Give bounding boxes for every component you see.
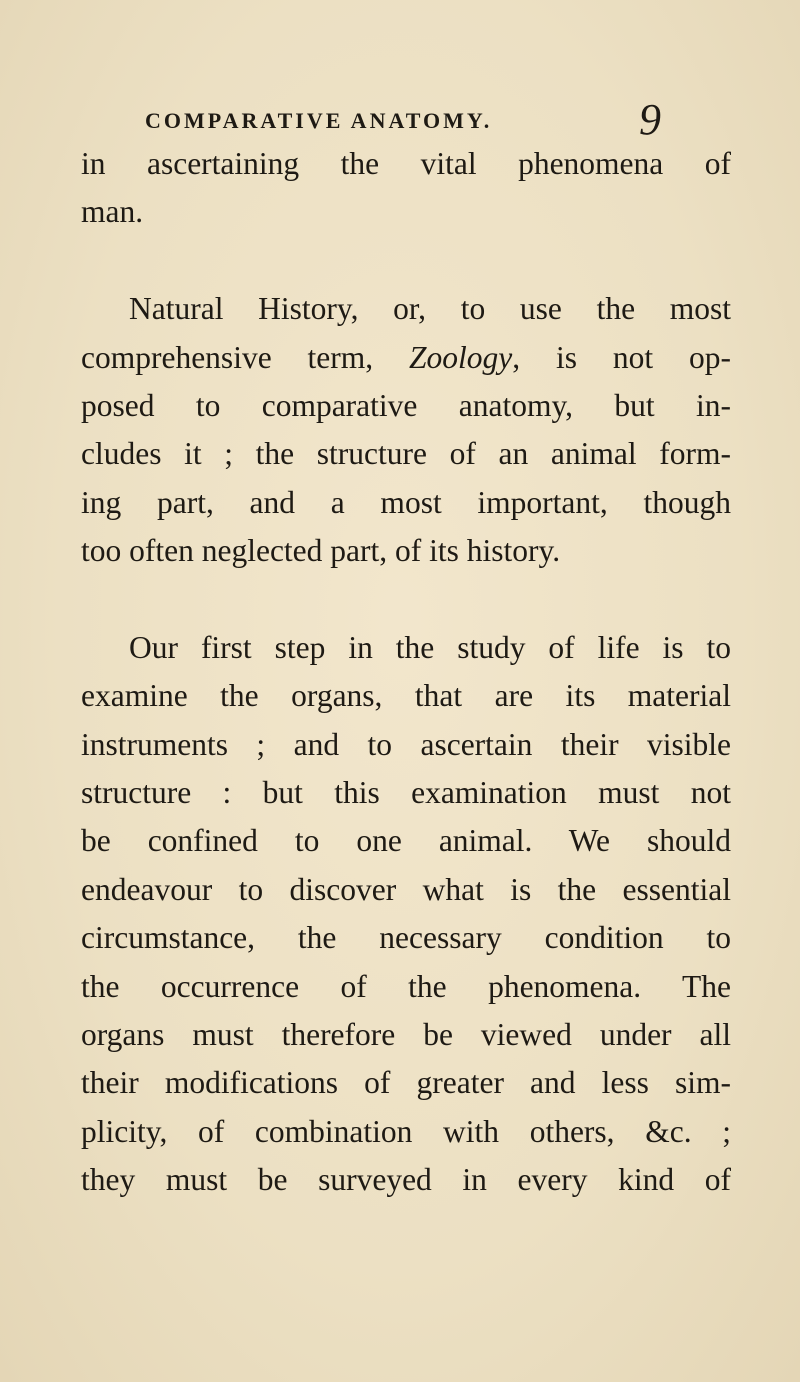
running-head — [145, 95, 745, 144]
text-line: endeavour to discover what is the essential — [81, 871, 731, 907]
text-line: their modifications of greater and less sim- — [81, 1065, 731, 1101]
text-line: the occurrence of the phenomena. The — [81, 968, 731, 1004]
text-line: posed to comparative anatomy, but in- — [81, 387, 731, 423]
text-line: ing part, and a most important, though — [81, 484, 731, 520]
text-line: organs must therefore be viewed under all — [81, 1017, 731, 1053]
text-line: cludes it ; the structure of an animal form- — [81, 436, 731, 472]
text-line: Natural History, or, to use the most — [129, 291, 731, 327]
running-title: COMPARATIVE ANATOMY. — [145, 108, 493, 133]
italic-term: Zoology — [409, 339, 513, 375]
text-line: structure : but this examination must not — [81, 775, 731, 811]
text-line: in ascertaining the vital phenomena of — [81, 146, 731, 181]
text-line-with-italic: comprehensive term, Zoology, is not op- — [81, 339, 731, 375]
body-text — [81, 140, 731, 1205]
paragraph-2 — [81, 285, 731, 575]
text-line: plicity, of combination with others, &c. ; — [81, 1113, 731, 1149]
text-line: too often neglected part, of its history. — [81, 533, 561, 569]
text-line: be confined to one animal. We should — [81, 823, 731, 859]
text-line: they must be surveyed in every kind of — [81, 1162, 731, 1198]
page-number: 9 — [639, 95, 661, 144]
text-line: examine the organs, that are its material — [81, 678, 731, 714]
text-line: circumstance, the necessary condition to — [81, 920, 731, 956]
text-line: man. — [81, 194, 144, 230]
text-line: Our first step in the study of life is to — [129, 629, 731, 665]
text-line: instruments ; and to ascertain their visible — [81, 726, 731, 762]
paragraph-1 — [81, 140, 731, 237]
paragraph-3 — [81, 624, 731, 1205]
